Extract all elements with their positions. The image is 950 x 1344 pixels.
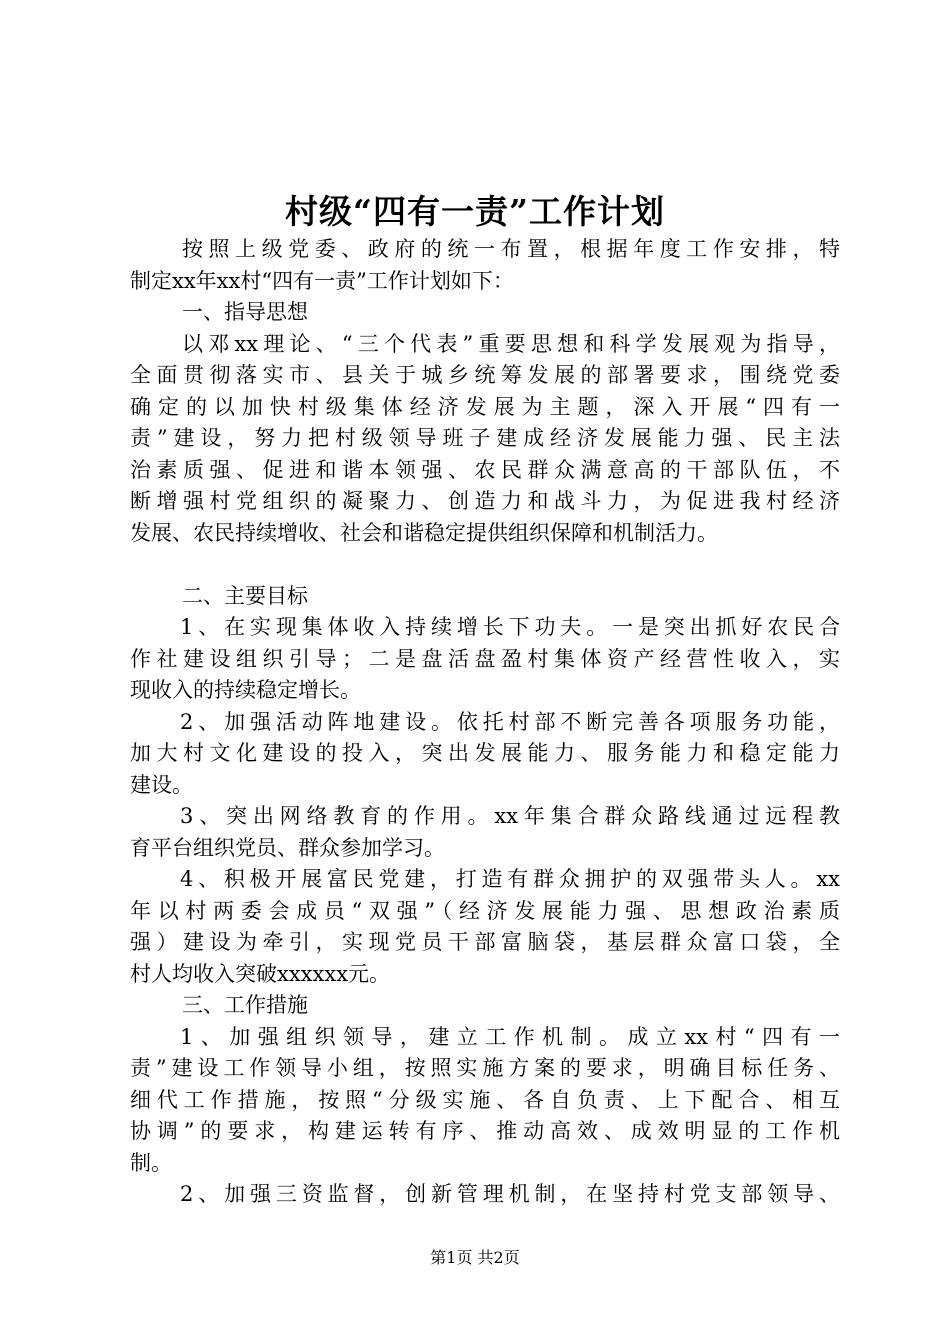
paragraph-line: 1、加强组织领导，建立工作机制。成立xx村“四有一 — [180, 1024, 840, 1049]
paragraph-line: 强）建设为牵引，实现党员干部富脑袋，基层群众富口袋，全 — [130, 930, 840, 954]
paragraph-line: 现收入的持续稳定增长。 — [130, 678, 361, 702]
document-title: 村级“四有一责”工作计划 — [285, 192, 665, 231]
section-heading: 三、工作措施 — [182, 993, 308, 1017]
paragraph-line: 发展、农民持续增收、社会和谐稳定提供组织保障和机制活力。 — [130, 520, 718, 545]
paragraph-line: 协调”的要求，构建运转有序、推动高效、成效明显的工作机 — [130, 1119, 840, 1143]
paragraph-line: 2、加强三资监督，创新管理机制，在坚持村党支部领导、 — [180, 1182, 840, 1206]
section-heading: 一、指导思想 — [182, 300, 308, 324]
paragraph-line: 断增强村党组织的凝聚力、创造力和战斗力，为促进我村经济 — [130, 489, 840, 513]
paragraph-line: 年以村两委会成员“双强”（经济发展能力强、思想政治素质 — [130, 898, 840, 923]
paragraph-line: 4、积极开展富民党建，打造有群众拥护的双强带头人。xx — [180, 867, 840, 891]
paragraph-line: 建设。 — [130, 772, 193, 797]
paragraph-line: 确定的以加快村级集体经济发展为主题，深入开展“四有一 — [130, 394, 840, 419]
paragraph-line: 2、加强活动阵地建设。依托村部不断完善各项服务功能， — [180, 709, 840, 734]
section-heading: 二、主要目标 — [182, 583, 308, 608]
paragraph-line: 制。 — [130, 1150, 172, 1175]
paragraph-line: 制定xx年xx村“四有一责”工作计划如下： — [130, 268, 514, 293]
paragraph-line: 治素质强、促进和谐本领强、农民群众满意高的干部队伍，不 — [130, 457, 840, 482]
paragraph-line: 全面贯彻落实市、县关于城乡统筹发展的部署要求，围绕党委 — [130, 363, 840, 387]
paragraph-line: 3、突出网络教育的作用。xx年集合群众路线通过远程教 — [180, 804, 840, 828]
page-number-footer: 第1页 共2页 — [430, 1248, 520, 1267]
paragraph-line: 村人均收入突破xxxxxx元。 — [130, 961, 391, 986]
paragraph-line: 育平台组织党员、群众参加学习。 — [130, 835, 445, 860]
paragraph-line: 责”建设工作领导小组，按照实施方案的要求，明确目标任务、 — [130, 1056, 840, 1080]
paragraph-line: 1、在实现集体收入持续增长下功夫。一是突出抓好农民合 — [180, 615, 840, 639]
paragraph-line: 责”建设，努力把村级领导班子建成经济发展能力强、民主法 — [130, 426, 840, 450]
paragraph-line: 以邓xx理论、“三个代表”重要思想和科学发展观为指导， — [182, 331, 840, 356]
paragraph-gap — [130, 549, 840, 581]
paragraph-line: 细代工作措施，按照“分级实施、各自负责、上下配合、相互 — [130, 1087, 840, 1112]
paragraph-line: 作社建设组织引导；二是盘活盘盈村集体资产经营性收入，实 — [130, 646, 840, 671]
paragraph-line: 按照上级党委、政府的统一布置，根据年度工作安排，特 — [182, 237, 840, 261]
document-body — [130, 234, 840, 1211]
paragraph-line: 加大村文化建设的投入，突出发展能力、服务能力和稳定能力 — [130, 741, 840, 765]
